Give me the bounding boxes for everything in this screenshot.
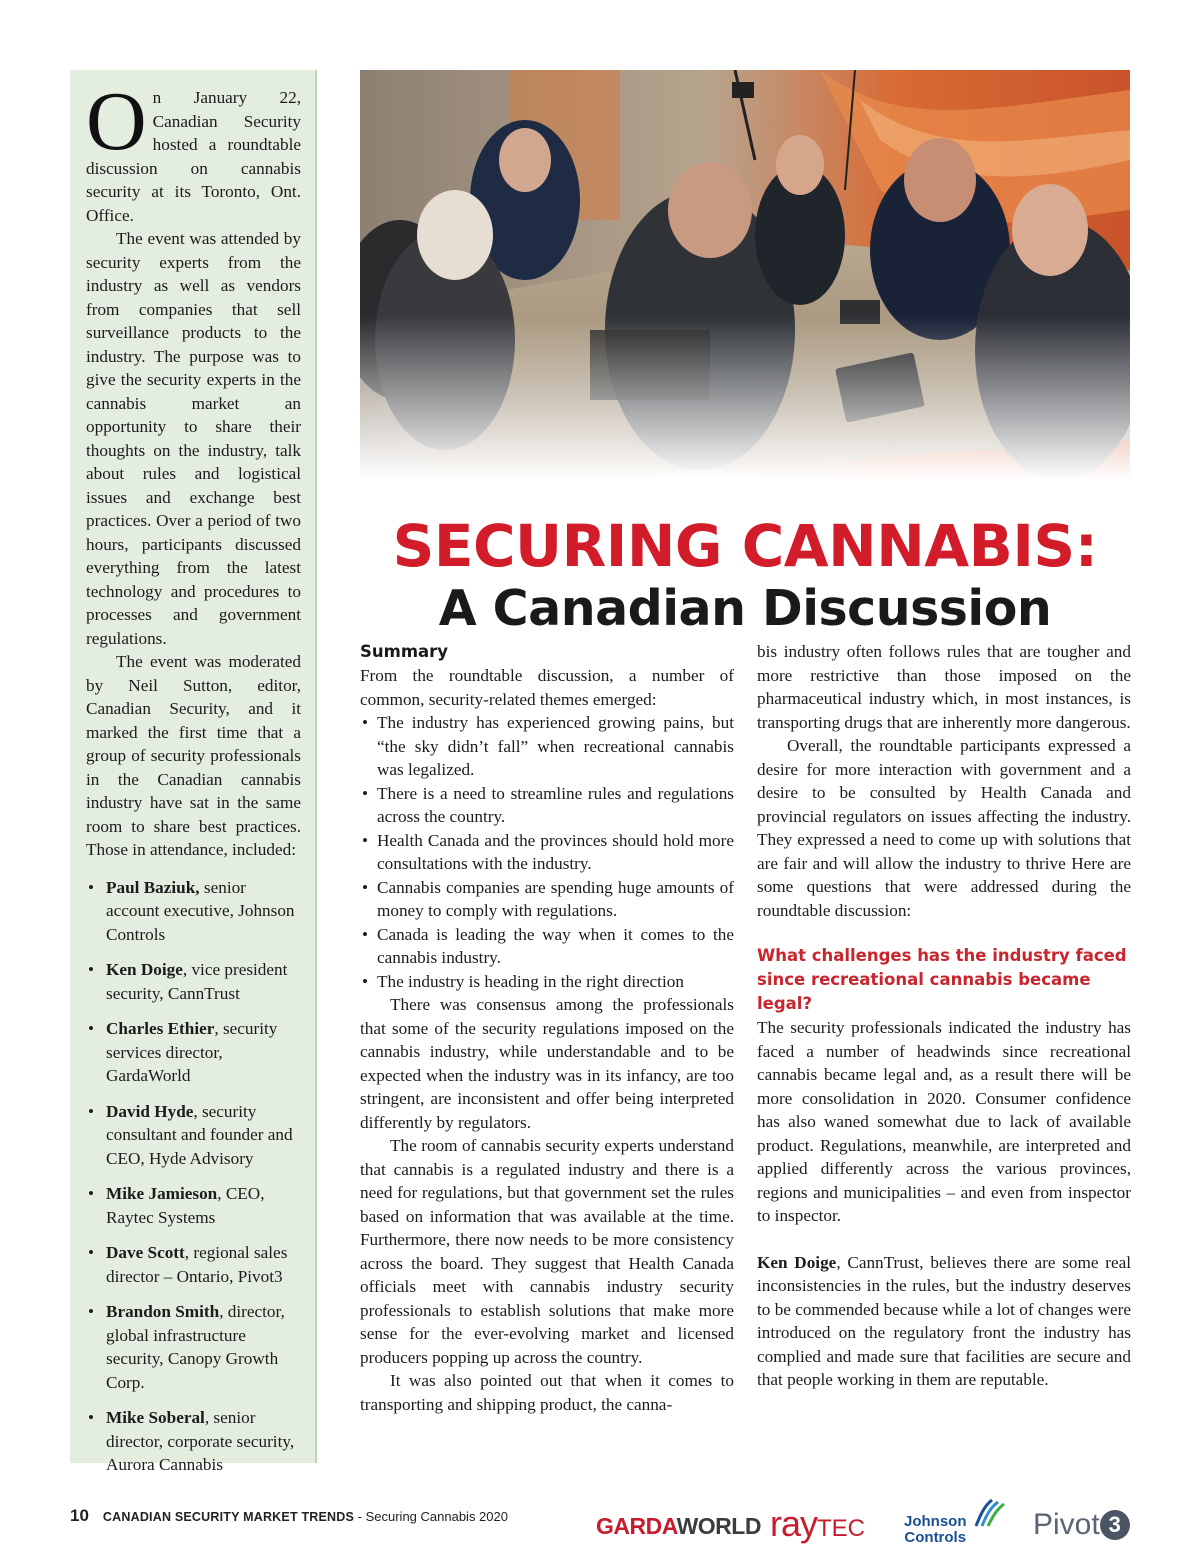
summary-intro: From the roundtable discussion, a number of common, security-related themes emerged: bbox=[360, 666, 734, 709]
headline-title: SECURING CANNABIS: bbox=[392, 511, 1098, 580]
sidebar-paragraph: The event was attended by security experts from the industry as well as vendors from companies that sell surveillance products to the industry. The purpose was to give the security experts in the cannabis market an opportunity to share their thoughts on the industry, talk about rules and logistical issues and exchange best practices. Over a period of two hours, participants discussed everything from the latest technology and procedures to processes and government regulations. bbox=[86, 229, 301, 648]
logo-text: Controls bbox=[904, 1529, 967, 1546]
logo-text: TEC bbox=[817, 1515, 866, 1542]
theme-text: The industry has experienced growing pains, but “the sky didn’t fall” when recreational cannabis was legalized. bbox=[377, 713, 734, 779]
bullet-icon: • bbox=[88, 1101, 95, 1121]
roundtable-photo-illustration bbox=[360, 70, 1130, 480]
attendee-name: Ken Doige bbox=[106, 960, 183, 979]
logo-text: Pivot bbox=[1033, 1508, 1100, 1541]
body-paragraph: The room of cannabis security experts understand that cannabis is a regulated industry and there is a need for regulations, but that government set the rules based on information that was available at the time. Furthermore, there now needs to be more consistency across the board. They suggest that Health Canada officials meet with cannabis industry security professionals to establish solutions that make more sense for the ever-evolving market and licensed producers popping up across the country. bbox=[360, 1136, 734, 1367]
list-item bbox=[360, 711, 734, 782]
attendee-name: Brandon Smith bbox=[106, 1302, 220, 1321]
list-item bbox=[86, 1406, 301, 1477]
publication-name: CANADIAN SECURITY MARKET TRENDS bbox=[102, 1510, 355, 1524]
bullet-icon: • bbox=[88, 877, 95, 897]
attendee-sidebar bbox=[70, 70, 317, 1474]
sidebar-paragraph: The event was moderated by Neil Sutton, editor, Canadian Security, and it marked the first time that a group of security professionals in the Canadian cannabis industry have sat in the same room to share best practices. Those in attendance, included: bbox=[86, 652, 301, 859]
body-paragraph: The security professionals indicated the industry has faced a number of headwinds since recreational cannabis became legal and, as a result there will be more consolidation in 2020. Consumer confidence has also waned somewhat due to lack of available product. Regulations, meanwhile, are interpreted and applied differently across the various provinces, regions and municipalities – and even from inspector to inspector. bbox=[757, 1018, 1131, 1225]
question-heading: What challenges has the industry faced since recreational cannabis became legal? bbox=[757, 946, 1127, 1013]
bullet-icon: • bbox=[88, 1243, 95, 1262]
attendee-name: Dave Scott bbox=[106, 1243, 185, 1262]
attendee-name: David Hyde bbox=[106, 1101, 194, 1121]
bullet-icon: • bbox=[362, 713, 369, 732]
issue-name: - Securing Cannabis 2020 bbox=[354, 1509, 508, 1524]
raytec-logo bbox=[770, 1503, 865, 1545]
bullet-icon: • bbox=[362, 924, 369, 944]
list-item bbox=[86, 1182, 301, 1229]
johnson-controls-mark-icon bbox=[972, 1496, 1010, 1530]
roundtable-photo bbox=[360, 70, 1130, 480]
attendee-role: , security consultant and founder and CEO, Hyde Advisory bbox=[106, 1101, 293, 1168]
list-item bbox=[360, 829, 734, 876]
list-item bbox=[360, 970, 734, 994]
list-item bbox=[86, 1241, 301, 1288]
page-number: 10 bbox=[70, 1506, 89, 1525]
list-item bbox=[86, 1017, 301, 1088]
theme-text: There is a need to streamline rules and regulations across the country. bbox=[377, 783, 734, 826]
bullet-icon: • bbox=[362, 783, 369, 803]
theme-text: The industry is heading in the right direction bbox=[377, 971, 684, 991]
logo-text: WORLD bbox=[676, 1513, 761, 1539]
attendee-role: , CEO, Raytec Systems bbox=[106, 1184, 265, 1227]
list-item bbox=[86, 1100, 301, 1171]
body-paragraph: There was consensus among the professionals that some of the security regulations imposed on the cannabis industry, while understandable and to be expected when the industry was in its infancy, are too stringent, are inconsistent and offer being interpreted differently by regulators. bbox=[360, 995, 734, 1132]
bullet-icon: • bbox=[362, 877, 369, 897]
attendee-name: Mike Jamieson bbox=[106, 1184, 218, 1203]
page-footer bbox=[70, 1506, 508, 1536]
johnson-controls-logo bbox=[904, 1514, 967, 1546]
list-item bbox=[360, 782, 734, 829]
bullet-icon: • bbox=[362, 830, 369, 850]
sidebar-intro-text: n January 22, Canadian Security hosted a roundtable discussion on cannabis security at its Toronto, Ont. Office. bbox=[86, 88, 301, 225]
list-item bbox=[360, 923, 734, 970]
summary-heading: Summary bbox=[360, 642, 449, 661]
attendee-role: , vice president security, CannTrust bbox=[106, 960, 288, 1003]
bullet-icon: • bbox=[88, 1302, 95, 1321]
sidebar-intro bbox=[86, 75, 301, 227]
body-paragraph: Overall, the roundtable participants expressed a desire for more interaction with government and a desire to be consulted by Health Canada and provincial regulators on issues affecting the industry. They expressed a need to come up with solutions that are fair and will allow the industry to thrive Here are some questions that were addressed during the roundtable discussion: bbox=[757, 736, 1131, 920]
body-paragraph: bis industry often follows rules that are tougher and more restrictive than those imposed on the pharmaceutical industry which, in most instances, is transporting drugs that are inherently more dangerous. bbox=[757, 642, 1131, 732]
quote-paragraph bbox=[757, 1251, 1131, 1392]
bullet-icon: • bbox=[88, 1019, 95, 1038]
quote-speaker: Ken Doige bbox=[757, 1252, 837, 1272]
attendee-role: , security services director, GardaWorld bbox=[106, 1019, 278, 1085]
list-item bbox=[86, 958, 301, 1005]
attendee-list bbox=[86, 876, 301, 1477]
drop-cap: O bbox=[86, 75, 147, 168]
attendee-name: Mike Soberal bbox=[106, 1408, 205, 1427]
pivot3-logo bbox=[1033, 1508, 1130, 1542]
bullet-icon: • bbox=[88, 1184, 95, 1203]
list-item bbox=[86, 1300, 301, 1394]
body-paragraph: It was also pointed out that when it comes to transporting and shipping product, the canna- bbox=[360, 1371, 734, 1414]
attendee-name: Paul Baziuk, bbox=[106, 877, 200, 897]
attendee-role: , senior director, corporate security, Aurora Cannabis bbox=[106, 1408, 295, 1474]
article-column-right bbox=[757, 640, 1131, 1392]
attendee-role: senior account executive, Johnson Controls bbox=[106, 877, 295, 944]
logo-text: ray bbox=[770, 1503, 818, 1544]
logo-text: 3 bbox=[1100, 1510, 1130, 1540]
logo-text: Johnson bbox=[904, 1513, 967, 1530]
article-column-left bbox=[360, 640, 734, 1416]
themes-list bbox=[360, 711, 734, 993]
theme-text: Canada is leading the way when it comes to the cannabis industry. bbox=[377, 924, 734, 967]
quote-text: , CannTrust, believes there are some real inconsistencies in the rules, but the industry deserves to be commended because while a lot of changes were introduced on the regulatory front the industry has complied and made sure that facilities are secure and that people working in them are reputable. bbox=[757, 1252, 1132, 1389]
bullet-icon: • bbox=[88, 1408, 95, 1427]
attendee-role: , director, global infrastructure security, Canopy Growth Corp. bbox=[106, 1302, 285, 1392]
attendee-name: Charles Ethier bbox=[106, 1019, 215, 1038]
logo-text: GARDA bbox=[596, 1513, 677, 1539]
bullet-icon: • bbox=[88, 960, 95, 979]
list-item bbox=[360, 876, 734, 923]
list-item bbox=[86, 876, 301, 947]
theme-text: Cannabis companies are spending huge amounts of money to comply with regulations. bbox=[377, 877, 734, 920]
bullet-icon: • bbox=[362, 971, 369, 991]
paragraph-gap bbox=[757, 1228, 1131, 1251]
headline-subtitle: A Canadian Discussion bbox=[438, 579, 1052, 637]
gardaworld-logo bbox=[596, 1513, 761, 1540]
theme-text: Health Canada and the provinces should hold more consultations with the industry. bbox=[377, 830, 734, 873]
attendee-role: , regional sales director – Ontario, Pivot3 bbox=[106, 1243, 288, 1286]
